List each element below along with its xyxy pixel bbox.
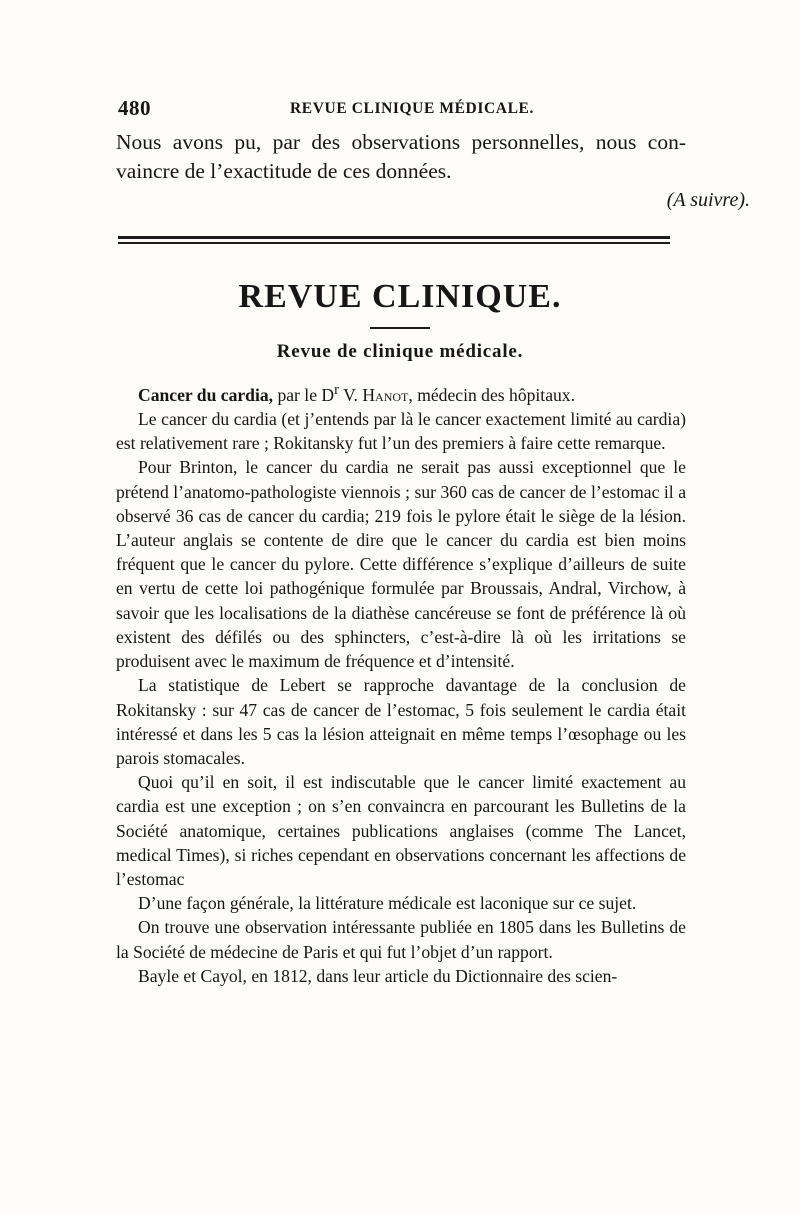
running-head (118, 96, 678, 120)
paragraph: Bayle et Cayol, en 1812, dans leur article du Dictionnaire des scien- (138, 965, 618, 986)
paragraph: On trouve une observation intéressante publiée en 1805 dans les Bulletins de la Société de médecine de Paris et qui fut l’objet d’un rapport. (116, 917, 686, 962)
article-body (116, 378, 686, 988)
article-title: Cancer du cardia, (138, 384, 274, 405)
intro-paragraph (116, 128, 686, 186)
section-divider-thick (118, 236, 670, 239)
to-be-continued: (A suivre). (666, 189, 750, 211)
author-name: Hanot (362, 384, 409, 405)
intro-line-1: Nous avons pu, par des observations personnelles, nous con- (116, 130, 686, 154)
byline-suffix: , médecin des hôpitaux. (408, 384, 575, 405)
title-underline (370, 327, 430, 329)
paragraph: Pour Brinton, le cancer du cardia ne serait pas aussi exceptionnel que le prétend l’anatomo-pathologiste viennois ; sur 360 cas de cancer de l’estomac il a observé 36 cas de cancer du cardia; 219 fois le pylore était le siège de la lésion. L’auteur anglais se contente de dire que le cancer du cardia est bien moins fréquent que le cancer du pylore. Cette différence s’explique d’ailleurs de suite en vertu de cette loi pathogénique formulée par Broussais, Andral, Virchow, à savoir que les localisations de la diathèse cancéreuse se font de préférence là où existent des défilés ou des sphincters, c’est-à-dire là où les irritations se produisent avec le maximum de fréquence et d’intensité. (116, 457, 686, 672)
intro-line-2: vaincre de l’exactitude de ces données. (116, 159, 452, 183)
page-number: 480 (118, 96, 151, 120)
section-subtitle: Revue de clinique médicale. (276, 341, 524, 362)
article-heading (116, 378, 686, 407)
byline-initial: V. (339, 384, 363, 405)
paragraph: Quoi qu’il en soit, il est indiscutable que le cancer limité exactement au cardia est une exception ; on s’en convaincra en parcourant les Bulletins de la Société anatomique, certaines publications anglaises (comme The Lancet, medical Times), si riches cependant en observations concernant les affections de l’estomac (116, 772, 686, 889)
section-title: REVUE CLINIQUE. (238, 278, 562, 315)
byline-superscript: r (334, 382, 340, 398)
paragraph: La statistique de Lebert se rapproche davantage de la conclusion de Rokitansky : sur 47 cas de cancer de l’estomac, 5 fois seulement le cardia était intéressé et dans les 5 cas la lésion atteignait en même temps l’œsophage ou les parois stomacales. (116, 675, 686, 768)
paragraph: Le cancer du cardia (et j’entends par là le cancer exactement limité au cardia) est relativement rare ; Rokitansky fut l’un des premiers à faire cette remarque. (116, 409, 686, 454)
section-divider-thin (118, 242, 670, 244)
paragraph: D’une façon générale, la littérature médicale est laconique sur ce sujet. (138, 893, 637, 914)
byline-prefix: par le D (273, 384, 335, 405)
running-title: REVUE CLINIQUE MÉDICALE. (290, 100, 534, 117)
